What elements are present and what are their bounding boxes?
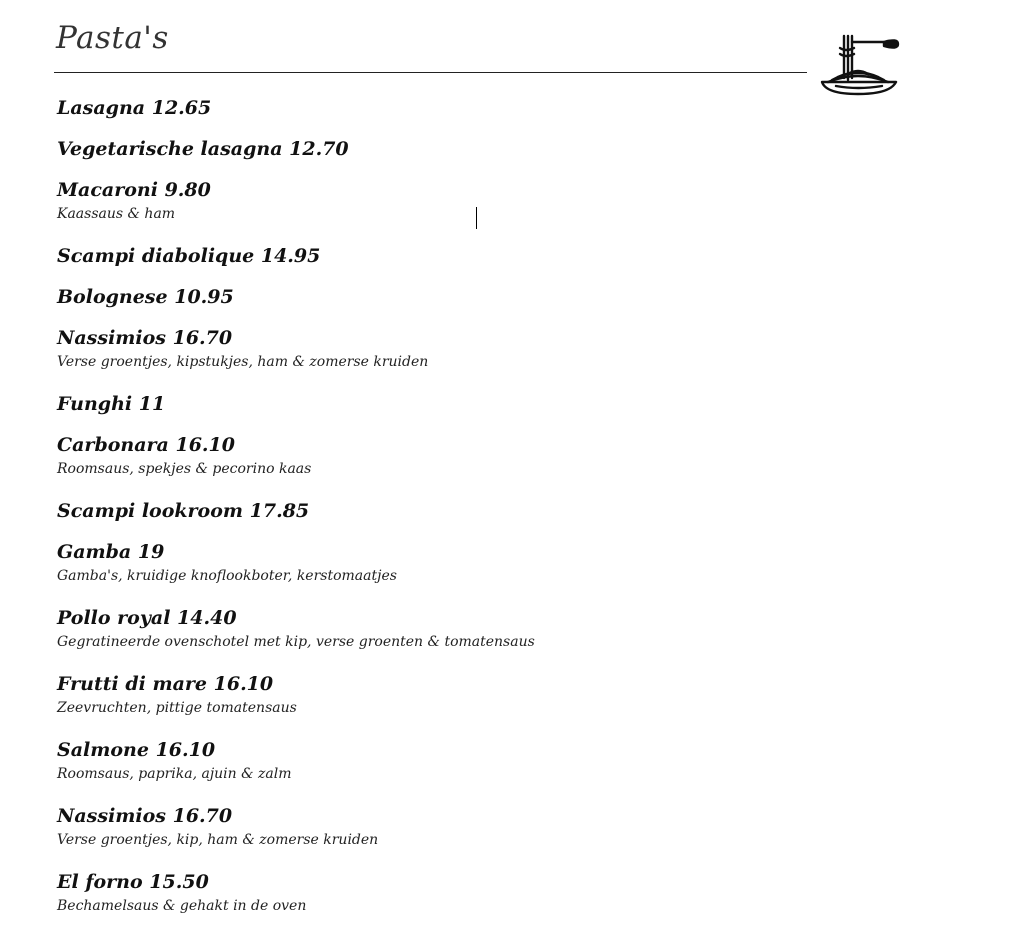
item-name: Macaroni (57, 179, 158, 201)
item-name: Scampi lookroom (57, 500, 244, 522)
item-price: 19 (137, 541, 165, 563)
item-price: 16.70 (172, 327, 233, 349)
menu-item-vegetarische-lasagna (57, 134, 817, 175)
item-name: El forno (57, 871, 143, 893)
item-price: 17.85 (249, 500, 310, 522)
spaghetti-bowl-with-fork-icon (818, 28, 904, 98)
item-description: Bechamelsaus & gehakt in de oven (57, 898, 307, 914)
item-description: Verse groentjes, kipstukjes, ham & zomerse kruiden (57, 354, 429, 370)
item-price: 15.50 (149, 871, 209, 893)
item-price: 12.70 (289, 138, 349, 160)
menu-item-el-forno (57, 867, 817, 933)
item-name: Carbonara (57, 434, 169, 456)
item-description: Zeevruchten, pittige tomatensaus (57, 700, 297, 716)
menu-item-nassimios-2 (57, 801, 817, 867)
item-description: Verse groentjes, kip, ham & zomerse kruiden (57, 832, 379, 848)
item-description: Gamba's, kruidige knoflookboter, kerstomaatjes (57, 568, 397, 584)
menu-item-nassimios (57, 323, 817, 389)
item-price: 14.95 (260, 245, 321, 267)
menu-item-lasagna (57, 93, 817, 134)
menu-item-macaroni (57, 175, 817, 241)
item-name: Salmone (57, 739, 149, 761)
item-price: 16.70 (172, 805, 233, 827)
item-price: 10.95 (174, 286, 234, 308)
menu-item-funghi (57, 389, 817, 430)
item-name: Scampi diabolique (57, 245, 255, 267)
item-name: Gamba (57, 541, 132, 563)
item-price: 16.10 (213, 673, 274, 695)
item-name: Nassimios (57, 805, 166, 827)
menu-item-scampi-lookroom (57, 496, 817, 537)
page-title: Pasta's (56, 20, 169, 56)
item-name: Funghi (57, 393, 133, 415)
item-description: Roomsaus, spekjes & pecorino kaas (57, 461, 312, 477)
item-price: 14.40 (177, 607, 237, 629)
pasta-menu-list (57, 93, 817, 933)
item-price: 16.10 (175, 434, 235, 456)
item-description: Kaassaus & ham (57, 206, 176, 222)
item-description: Roomsaus, paprika, ajuin & zalm (57, 766, 292, 782)
item-price: 11 (138, 393, 166, 415)
menu-item-frutti-di-mare (57, 669, 817, 735)
item-price: 9.80 (164, 179, 211, 201)
menu-item-gamba (57, 537, 817, 603)
menu-item-salmone (57, 735, 817, 801)
item-description: Gegratineerde ovenschotel met kip, verse groenten & tomatensaus (57, 634, 535, 650)
item-name: Bolognese (57, 286, 168, 308)
menu-item-bolognese (57, 282, 817, 323)
item-price: 16.10 (155, 739, 216, 761)
menu-item-carbonara (57, 430, 817, 496)
item-name: Pollo royal (57, 607, 171, 629)
item-name: Vegetarische lasagna (57, 138, 283, 160)
item-price: 12.65 (151, 97, 212, 119)
item-name: Lasagna (57, 97, 146, 119)
item-name: Nassimios (57, 327, 166, 349)
item-name: Frutti di mare (57, 673, 207, 695)
menu-item-pollo-royal (57, 603, 817, 669)
menu-item-scampi-diabolique (57, 241, 817, 282)
title-divider (54, 72, 807, 73)
